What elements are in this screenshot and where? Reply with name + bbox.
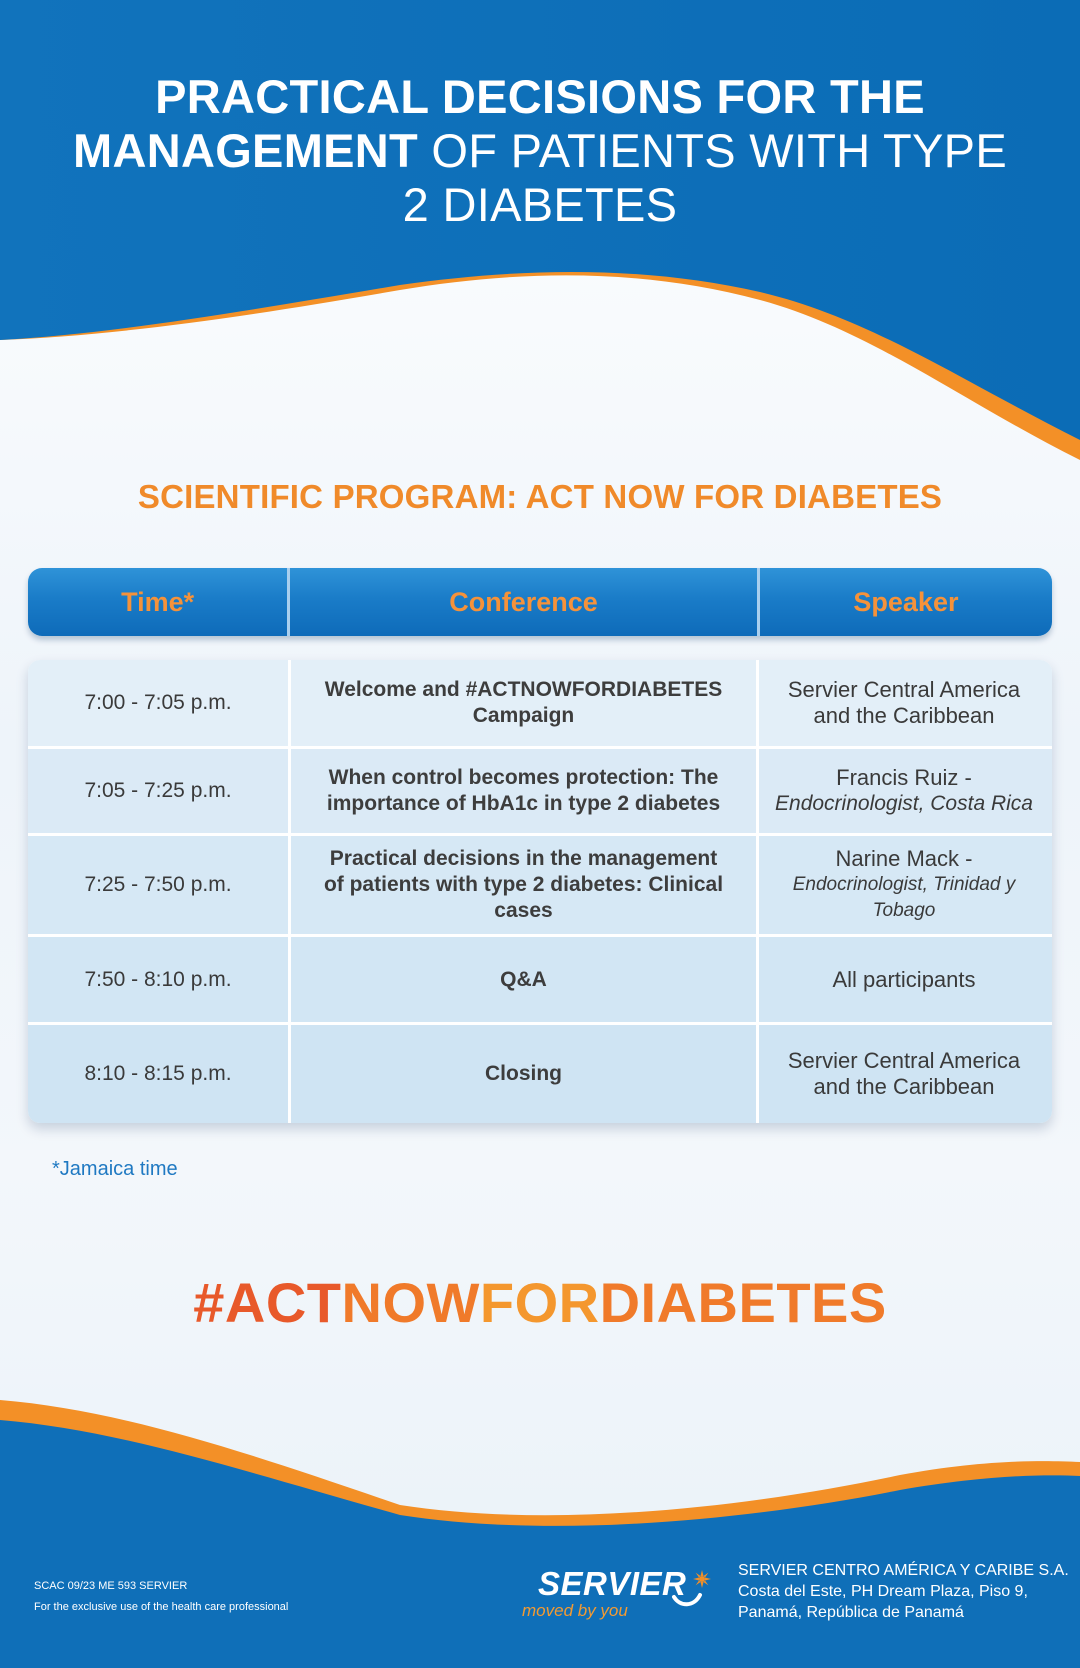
table-row bbox=[28, 937, 1052, 1025]
row-speaker bbox=[756, 937, 1049, 1022]
table-row bbox=[28, 749, 1052, 836]
address-line-1: SERVIER CENTRO AMÉRICA Y CARIBE S.A. bbox=[738, 1562, 1069, 1579]
speaker-role: Endocrinologist, Costa Rica bbox=[775, 792, 1033, 815]
row-conference: Q&A bbox=[288, 937, 756, 1022]
row-conference: When control becomes protection: The importance of HbA1c in type 2 diabetes bbox=[288, 749, 756, 833]
title-bold-word: MANAGEMENT bbox=[73, 124, 419, 177]
row-speaker bbox=[756, 836, 1049, 934]
table-row bbox=[28, 660, 1052, 749]
address-line-3: Panamá, República de Panamá bbox=[738, 1604, 964, 1621]
page-title bbox=[40, 70, 1040, 232]
logo-tagline: moved by you bbox=[522, 1601, 628, 1620]
footer-disclaimer: For the exclusive use of the health care professional bbox=[34, 1601, 289, 1613]
hashtag-part-4: DIABETES bbox=[599, 1271, 887, 1334]
speaker-name: Servier Central America and the Caribbean bbox=[787, 677, 1021, 728]
row-time: 7:00 - 7:05 p.m. bbox=[84, 691, 232, 714]
row-conference: Practical decisions in the management of patients with type 2 diabetes: Clinical cases bbox=[288, 836, 756, 934]
row-speaker bbox=[756, 1025, 1049, 1123]
bottom-blue-wave bbox=[0, 1420, 1080, 1668]
header-conference: Conference bbox=[287, 568, 757, 636]
servier-logo bbox=[520, 1565, 720, 1625]
logo-swoosh-icon bbox=[670, 1567, 714, 1611]
row-time: 7:50 - 8:10 p.m. bbox=[84, 967, 232, 991]
hashtag-part-1: #ACT bbox=[193, 1271, 342, 1334]
program-title: SCIENTIFIC PROGRAM: ACT NOW FOR DIABETES bbox=[137, 478, 943, 515]
header-speaker: Speaker bbox=[757, 568, 1052, 636]
title-rest: OF PATIENTS WITH TYPE bbox=[431, 124, 1007, 177]
row-time: 8:10 - 8:15 p.m. bbox=[84, 1062, 232, 1085]
hashtag-part-3: FOR bbox=[479, 1271, 600, 1334]
table-header bbox=[28, 568, 1052, 636]
table-row bbox=[28, 836, 1052, 937]
header-time: Time* bbox=[121, 586, 195, 617]
row-conference: Closing bbox=[288, 1025, 756, 1123]
title-last-line: 2 DIABETES bbox=[402, 178, 678, 231]
row-time: 7:25 - 7:50 p.m. bbox=[84, 873, 232, 896]
speaker-name: Servier Central America and the Caribbean bbox=[787, 1048, 1021, 1099]
footer-legal bbox=[34, 1576, 288, 1618]
schedule-table bbox=[28, 660, 1052, 1123]
hashtag-part-2: NOW bbox=[341, 1271, 480, 1334]
speaker-name: Francis Ruiz - bbox=[836, 765, 972, 790]
footer-code: SCAC 09/23 ME 593 SERVIER bbox=[34, 1580, 188, 1592]
row-conference: Welcome and #ACTNOWFORDIABETES Campaign bbox=[288, 660, 756, 746]
row-time: 7:05 - 7:25 p.m. bbox=[84, 779, 232, 802]
row-speaker bbox=[756, 660, 1049, 746]
title-line-1: PRACTICAL DECISIONS FOR THE bbox=[155, 70, 925, 123]
footnote: *Jamaica time bbox=[52, 1158, 178, 1180]
hashtag bbox=[0, 1270, 1080, 1335]
address-line-2: Costa del Este, PH Dream Plaza, Piso 9, bbox=[738, 1583, 1028, 1600]
row-speaker bbox=[756, 749, 1049, 833]
speaker-name: Narine Mack - bbox=[835, 846, 973, 871]
company-address bbox=[738, 1560, 1069, 1623]
speaker-role: Endocrinologist, Trinidad y Tobago bbox=[792, 874, 1016, 921]
table-row bbox=[28, 1025, 1052, 1123]
speaker-name: All participants bbox=[832, 966, 976, 992]
logo-word: SERVIER bbox=[538, 1565, 687, 1602]
